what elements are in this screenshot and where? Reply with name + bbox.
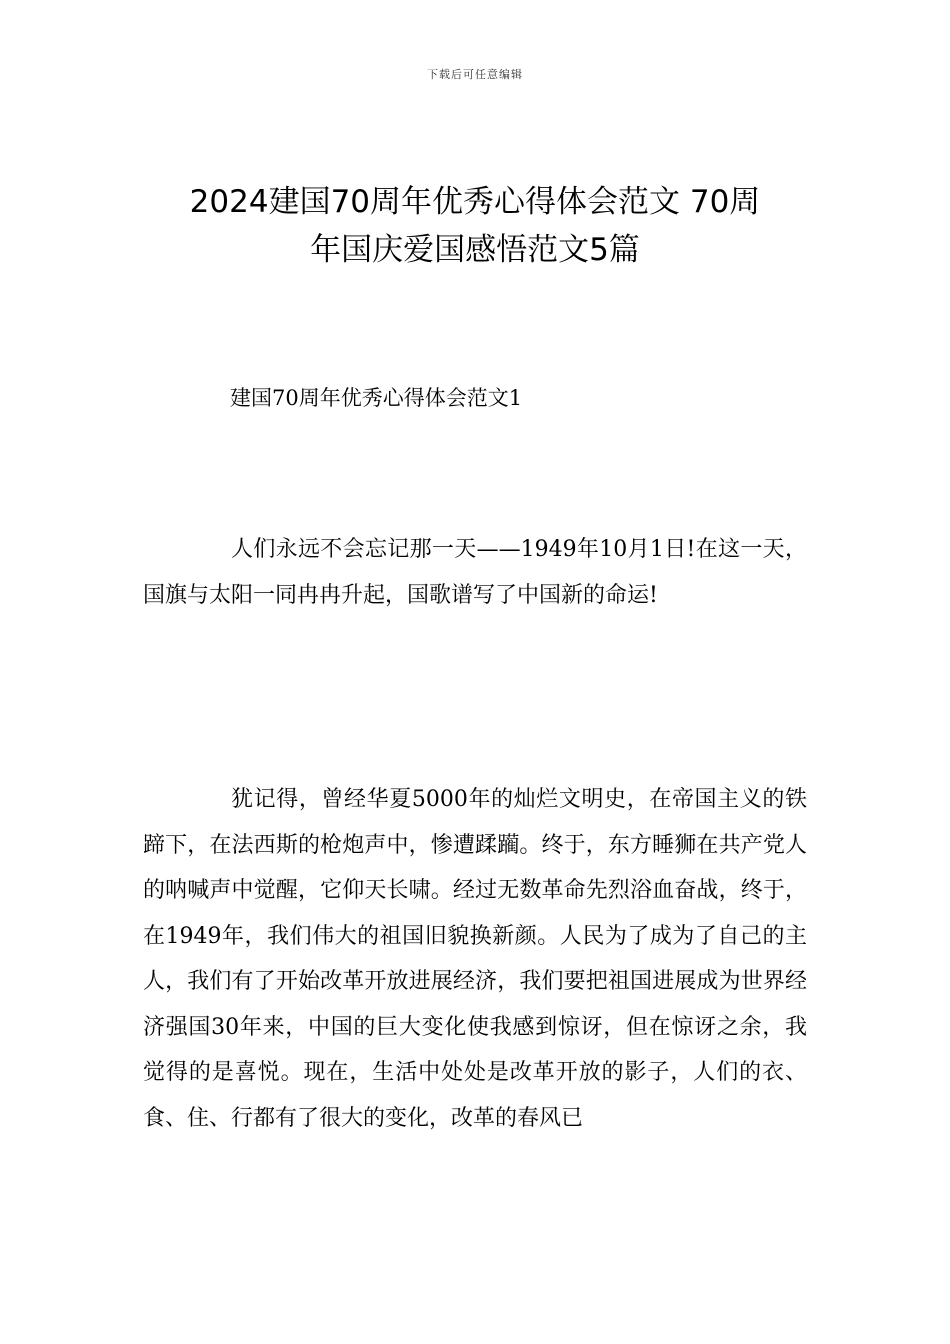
section-heading: 建国70周年优秀心得体会范文1 bbox=[230, 386, 523, 410]
body-paragraph-1: 人们永远不会忘记那一天——1949年10月1日!在这一天，国旗与太阳一同冉冉升起，国歌谱写了中国新的命运! bbox=[143, 537, 807, 608]
body-paragraph-2: 犹记得，曾经华夏5000年的灿烂文明史，在帝国主义的铁蹄下，在法西斯的枪炮声中，惨遭蹂躏。终于，东方睡狮在共产党人的呐喊声中觉醒，它仰天长啸。经过无数革命先烈浴血奋战，终于，在1949年，我们伟大的祖国旧貌换新颜。人民为了成为了自己的主人，我们有了开始改革开放进展经济，我们要把祖国进展成为世界经济强国30年来，中国的巨大变化使我感到惊讶，但在惊讶之余，我觉得的是喜悦。现在，生活中处处是改革开放的影子，人们的衣、食、住、行都有了很大的变化，改革的春风已 bbox=[143, 787, 807, 1131]
page-header-note: 下载后可任意编辑 bbox=[427, 68, 523, 81]
document-title-line-2: 年国庆爱国感悟范文5篇 bbox=[310, 232, 640, 268]
document-title-line-1: 2024建国70周年优秀心得体会范文 70周 bbox=[189, 184, 761, 220]
document-title bbox=[140, 178, 810, 274]
